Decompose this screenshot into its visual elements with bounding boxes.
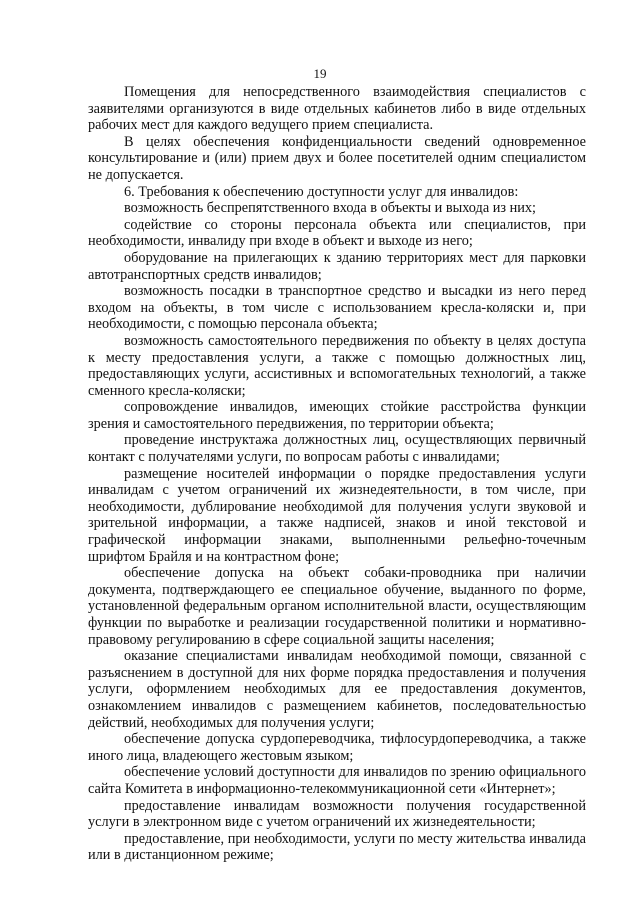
list-item: предоставление, при необходимости, услуги по месту жительства инвалида или в дистанционном режиме; (88, 830, 586, 864)
paragraph-confidentiality: В целях обеспечения конфиденциальности сведений одновременное консультирование и (или) прием двух и более посетителей одним специалистом не допускается. (88, 133, 586, 183)
list-item: сопровождение инвалидов, имеющих стойкие расстройства функции зрения и самостоятельного передвижения, по территории объекта; (88, 399, 586, 432)
list-item: обеспечение условий доступности для инвалидов по зрению официального сайта Комитета в информационно-телекоммуникационной сети «Интернет»; (88, 764, 586, 797)
list-item: размещение носителей информации о порядке предоставления услуги инвалидам с учетом ограничений их жизнедеятельности, в том числе, при необходимости, дублирование необходимой для получения услуги звуковой и зрительной информации, а также надписей, знаков и иной текстовой и графической информации знаками, выполненными рельефно-точечным шрифтом Брайля и на контрастном фоне; (88, 465, 586, 565)
list-item: возможность самостоятельного передвижения по объекту в целях доступа к месту предоставления услуги, а также с помощью должностных лиц, предоставляющих услуги, ассистивных и вспомогательных технологий, а также сменного кресла-коляски; (88, 332, 586, 399)
list-item: предоставление инвалидам возможности получения государственной услуги в электронном виде с учетом ограничений их жизнедеятельности; (88, 797, 586, 831)
list-item: возможность посадки в транспортное средство и высадки из него перед входом на объекты, в том числе с использованием кресла-коляски и, при необходимости, с помощью персонала объекта; (88, 283, 586, 333)
paragraph-premises: Помещения для непосредственного взаимодействия специалистов с заявителями организуются в виде отдельных кабинетов либо в виде отдельных рабочих мест для каждого ведущего прием специалиста. (88, 84, 586, 134)
list-item: обеспечение допуска на объект собаки-проводника при наличии документа, подтверждающего ее специальное обучение, выданного по форме, установленной федеральным органом исполнительной власти, осуществляющим функции по выработке и реализации государственной политики и нормативно-правовому регулированию в сфере социальной защиты населения; (88, 565, 586, 648)
list-item: оказание специалистами инвалидам необходимой помощи, связанной с разъяснением в доступной для них форме порядка предоставления и получения услуги, оформлением необходимых для ее предоставления документов, ознакомлением инвалидов с размещением кабинетов, последовательностью действий, необходимых для получения услуги; (88, 648, 586, 731)
section-heading-accessibility: 6. Требования к обеспечению доступности услуг для инвалидов: (124, 183, 519, 200)
list-item: оборудование на прилегающих к зданию территориях мест для парковки автотранспортных средств инвалидов; (88, 249, 586, 283)
list-item: возможность беспрепятственного входа в объекты и выхода из них; (124, 200, 537, 217)
document-body (88, 84, 586, 864)
list-item: содействие со стороны персонала объекта или специалистов, при необходимости, инвалиду при входе в объект и выходе из него; (88, 216, 586, 250)
page-number: 19 (313, 66, 327, 81)
list-item: проведение инструктажа должностных лиц, осуществляющих первичный контакт с получателями услуги, по вопросам работы с инвалидами; (88, 432, 586, 466)
list-item: обеспечение допуска сурдопереводчика, тифлосурдопереводчика, а также иного лица, владеющего жестовым языком; (88, 731, 586, 764)
